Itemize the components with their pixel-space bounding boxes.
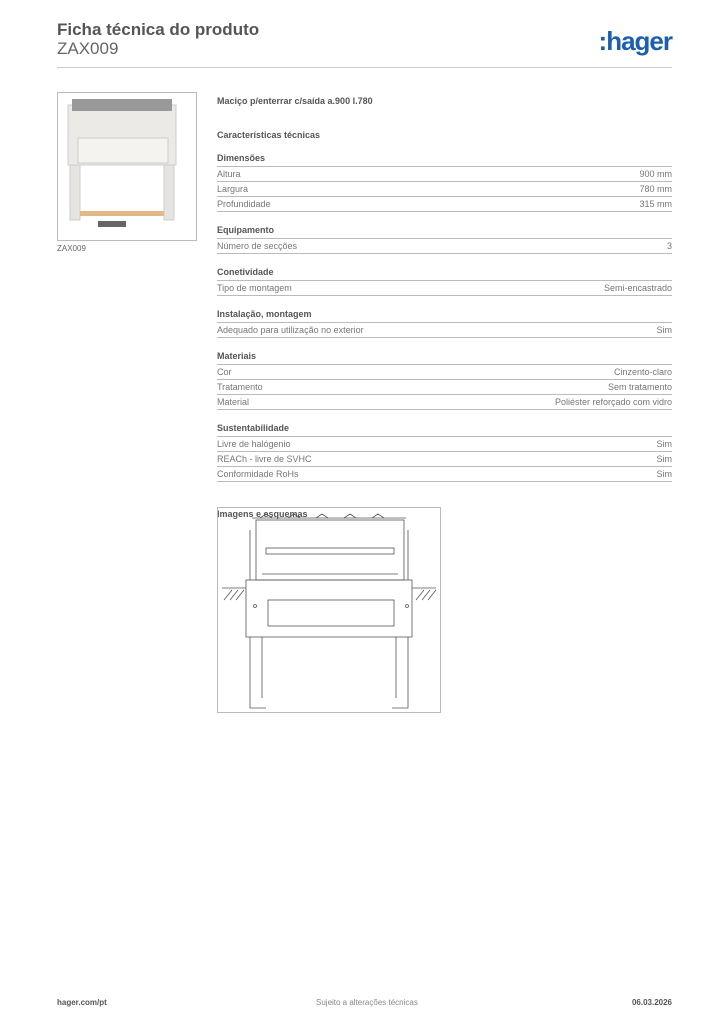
spec-label: Conformidade RoHs bbox=[217, 469, 299, 479]
spec-row bbox=[217, 467, 672, 482]
spec-section-title: Sustentabilidade bbox=[217, 423, 672, 437]
spec-label: Material bbox=[217, 397, 250, 407]
header-divider bbox=[57, 67, 672, 68]
spec-value: Cinzento-claro bbox=[613, 367, 672, 377]
spec-value: 315 mm bbox=[639, 199, 672, 209]
spec-section bbox=[217, 225, 672, 254]
spec-value: Sim bbox=[656, 454, 672, 464]
spec-label: Profundidade bbox=[217, 199, 271, 209]
spec-value: 3 bbox=[666, 241, 672, 251]
spec-label: Tratamento bbox=[217, 382, 263, 392]
spec-row bbox=[217, 437, 672, 452]
spec-label: Número de secções bbox=[217, 241, 298, 251]
spec-value: 780 mm bbox=[639, 184, 672, 194]
spec-section-title: Conetividade bbox=[217, 267, 672, 281]
spec-value: Sem tratamento bbox=[607, 382, 672, 392]
spec-value: Sim bbox=[656, 439, 672, 449]
product-image bbox=[57, 92, 197, 241]
spec-section bbox=[217, 309, 672, 338]
spec-label: Adequado para utilização no exterior bbox=[217, 325, 364, 335]
product-image-caption: ZAX009 bbox=[57, 244, 86, 253]
spec-label: Largura bbox=[217, 184, 249, 194]
spec-row bbox=[217, 197, 672, 212]
spec-row bbox=[217, 239, 672, 254]
spec-label: Livre de halógenio bbox=[217, 439, 291, 449]
product-details bbox=[217, 96, 672, 519]
spec-section bbox=[217, 153, 672, 212]
spec-row bbox=[217, 281, 672, 296]
spec-row bbox=[217, 452, 672, 467]
page-title: Ficha técnica do produto bbox=[57, 20, 260, 39]
characteristics-heading: Características técnicas bbox=[217, 130, 321, 140]
images-heading: Imagens e esquemas bbox=[217, 509, 308, 519]
spec-value: Sim bbox=[656, 325, 672, 335]
spec-row bbox=[217, 182, 672, 197]
spec-label: REACh - livre de SVHC bbox=[217, 454, 312, 464]
spec-value: Semi-encastrado bbox=[603, 283, 672, 293]
spec-label: Cor bbox=[217, 367, 232, 377]
spec-label: Tipo de montagem bbox=[217, 283, 292, 293]
product-description: Maciço p/enterrar c/saída a.900 l.780 bbox=[217, 96, 373, 106]
footer-date: 06.03.2026 bbox=[631, 998, 672, 1007]
spec-section-title: Equipamento bbox=[217, 225, 672, 239]
spec-section bbox=[217, 267, 672, 296]
spec-row bbox=[217, 395, 672, 410]
spec-row bbox=[217, 167, 672, 182]
spec-label: Altura bbox=[217, 169, 241, 179]
footer-website[interactable]: hager.com/pt bbox=[57, 998, 107, 1007]
spec-section-title: Materiais bbox=[217, 351, 672, 365]
technical-drawing bbox=[217, 507, 441, 713]
spec-section bbox=[217, 423, 672, 482]
spec-section-title: Dimensões bbox=[217, 153, 672, 167]
spec-value: Poliéster reforçado com vidro bbox=[554, 397, 672, 407]
spec-row bbox=[217, 365, 672, 380]
spec-value: Sim bbox=[656, 469, 672, 479]
spec-value: 900 mm bbox=[639, 169, 672, 179]
footer-note: Sujeito a alterações técnicas bbox=[316, 998, 418, 1007]
spec-row bbox=[217, 380, 672, 395]
spec-row bbox=[217, 323, 672, 338]
hager-logo: :hager bbox=[598, 26, 672, 56]
product-code: ZAX009 bbox=[57, 39, 119, 58]
spec-section bbox=[217, 351, 672, 410]
spec-section-title: Instalação, montagem bbox=[217, 309, 672, 323]
